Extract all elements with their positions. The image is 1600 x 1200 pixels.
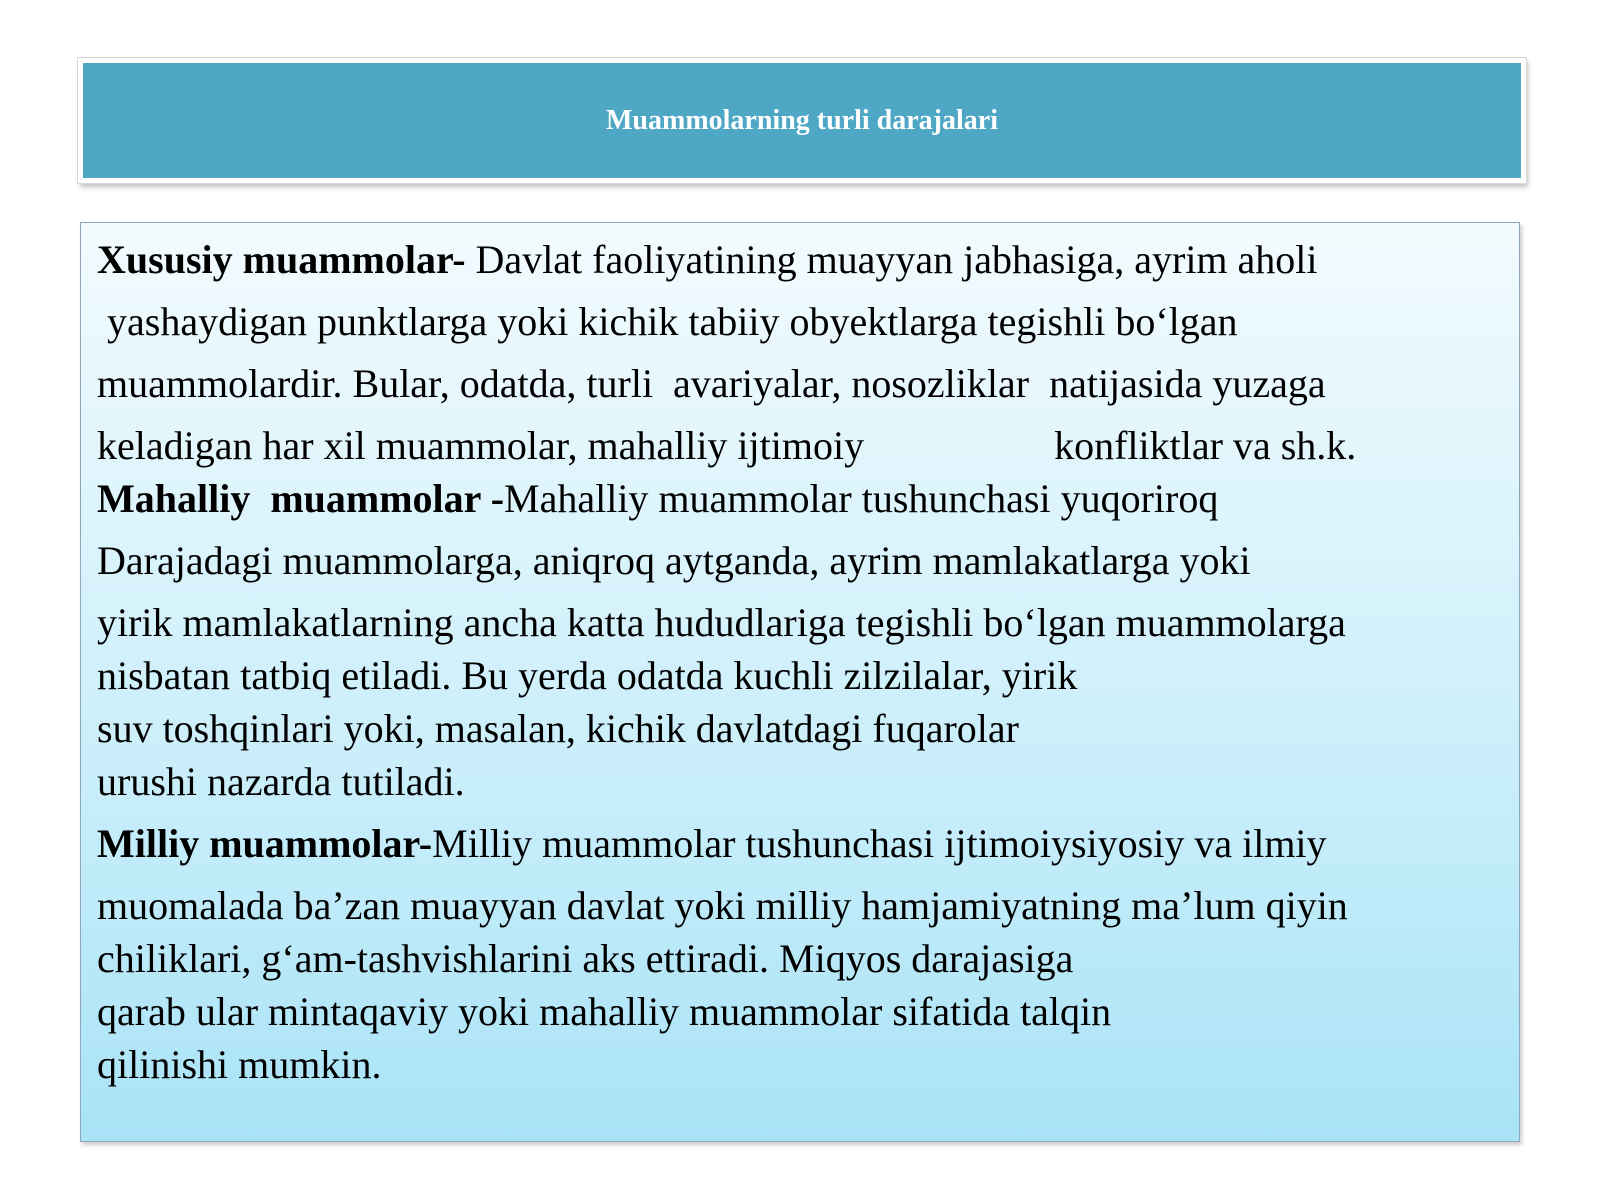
slide-title: Muammolarning turli darajalari xyxy=(606,104,998,136)
paragraph-heading: Xususiy muammolar- xyxy=(97,237,466,282)
paragraph-line: keladigan har xil muammolar, mahalliy ijtimoiy konfliktlar va sh.k. xyxy=(97,423,1357,468)
paragraph-line: muomalada ba’zan muayyan davlat yoki milliy hamjamiyatning ma’lum qiyin xyxy=(97,883,1348,928)
paragraph-heading: Milliy muammolar- xyxy=(97,821,433,866)
paragraph-line: Darajadagi muammolarga, aniqroq aytganda, ayrim mamlakatlarga yoki xyxy=(97,538,1251,583)
paragraph-line: nisbatan tatbiq etiladi. Bu yerda odatda kuchli zilzilalar, yirik xyxy=(97,653,1078,698)
paragraph-line: yirik mamlakatlarning ancha katta hududlariga tegishli bo‘lgan muammolarga xyxy=(97,600,1346,645)
paragraph-line: suv toshqinlari yoki, masalan, kichik davlatdagi fuqarolar xyxy=(97,706,1019,751)
paragraph-line: muammolardir. Bular, odatda, turli avariyalar, nosozliklar natijasida yuzaga xyxy=(97,361,1326,406)
paragraph-line: qarab ular mintaqaviy yoki mahalliy muammolar sifatida talqin xyxy=(97,989,1112,1034)
paragraph-line: qilinishi mumkin. xyxy=(97,1042,382,1087)
paragraph-line: Xususiy muammolar- Davlat faoliyatining muayyan jabhasiga, ayrim aholi xyxy=(97,237,1318,282)
paragraph-line: yashaydigan punktlarga yoki kichik tabiiy obyektlarga tegishli bo‘lgan xyxy=(97,299,1238,344)
slide-title-bar xyxy=(78,58,1526,183)
paragraph-line: urushi nazarda tutiladi. xyxy=(97,759,465,804)
paragraph-xususiy xyxy=(97,233,1519,472)
paragraph-line: chiliklari, g‘am-tashvishlarini aks ettiradi. Miqyos darajasiga xyxy=(97,936,1074,981)
paragraph-mahalliy xyxy=(97,472,1519,808)
content-box xyxy=(80,222,1520,1142)
paragraph-milliy xyxy=(97,817,1519,1091)
paragraph-line: Mahalliy muammolar -Mahalliy muammolar tushunchasi yuqoriroq xyxy=(97,476,1219,521)
paragraph-line: Milliy muammolar-Milliy muammolar tushunchasi ijtimoiysiyosiy va ilmiy xyxy=(97,821,1327,866)
paragraph-heading: Mahalliy muammolar - xyxy=(97,476,505,521)
